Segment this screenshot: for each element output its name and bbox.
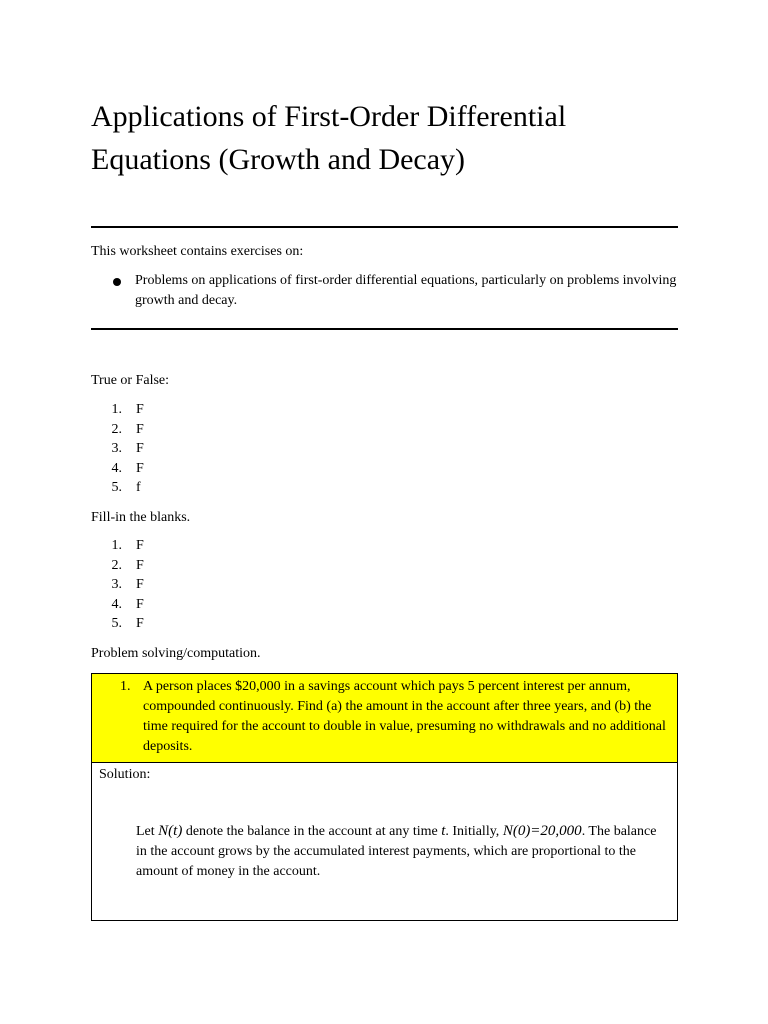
fill-in-heading: Fill-in the blanks. — [91, 510, 191, 525]
list-item — [91, 478, 144, 498]
problem-text: A person places $20,000 in a savings account which pays 5 percent interest per annum, compounded continuously. Find (a) the amount in the account after three years, and (b) the time required for the account to double in value, presuming no withdrawals and no additional deposits. — [143, 679, 666, 754]
true-false-heading: True or False: — [91, 373, 170, 388]
math-expression: t — [441, 823, 446, 839]
solution-text-part: denote the balance in the account at any time — [182, 824, 442, 839]
item-number: 3. — [111, 441, 122, 456]
intro-text: This worksheet contains exercises on: — [91, 244, 304, 259]
divider-bottom — [91, 328, 678, 330]
item-answer: F — [136, 557, 144, 573]
fill-in-list — [91, 536, 144, 634]
math-expression: N(0)=20,000 — [502, 823, 582, 839]
divider-top — [91, 226, 678, 228]
item-number: 2. — [111, 557, 122, 573]
item-number: 4. — [111, 596, 122, 612]
bullet-icon — [113, 278, 121, 286]
true-false-list — [91, 400, 144, 498]
solution-text-part: Let — [136, 824, 159, 839]
list-item — [91, 400, 144, 420]
topic-text: Problems on applications of first-order differential equations, particularly on problems involving growth and decay. — [135, 273, 677, 308]
list-item — [91, 614, 144, 634]
item-answer: F — [136, 596, 144, 612]
item-answer: F — [136, 577, 144, 592]
solution-text-part: . Initially, — [445, 824, 503, 839]
list-item — [91, 459, 144, 479]
item-number: 1. — [111, 402, 122, 417]
item-number: 4. — [111, 460, 122, 476]
list-item — [91, 595, 144, 615]
item-number: 5. — [111, 616, 122, 631]
item-number: 5. — [111, 480, 122, 495]
solution-text-part: . The balance in the account grows by the accumulated interest payments, which are proportional to the amount of money in the account. — [136, 824, 657, 879]
topic-list — [91, 271, 681, 311]
list-item — [91, 439, 144, 459]
problem-number: 1. — [120, 679, 131, 694]
problem-solving-heading: Problem solving/computation. — [91, 646, 261, 661]
item-number: 1. — [111, 538, 122, 553]
list-item — [91, 271, 681, 311]
item-answer: F — [136, 402, 144, 417]
item-answer: F — [136, 538, 144, 553]
problem-statement-cell — [92, 674, 677, 763]
item-answer: F — [136, 616, 144, 631]
item-answer: F — [136, 441, 144, 456]
list-item — [91, 556, 144, 576]
item-answer: f — [136, 480, 141, 495]
item-number: 2. — [111, 421, 122, 437]
list-item — [91, 420, 144, 440]
item-answer: F — [136, 421, 144, 437]
problem-table — [91, 673, 678, 921]
page-title: Applications of First-Order Differential Equations (Growth and Decay) — [91, 100, 567, 176]
item-number: 3. — [111, 577, 122, 592]
solution-label: Solution: — [99, 767, 151, 782]
solution-text — [136, 821, 661, 882]
item-answer: F — [136, 460, 144, 476]
math-expression: N(t) — [158, 823, 183, 839]
list-item — [91, 536, 144, 556]
list-item — [91, 575, 144, 595]
